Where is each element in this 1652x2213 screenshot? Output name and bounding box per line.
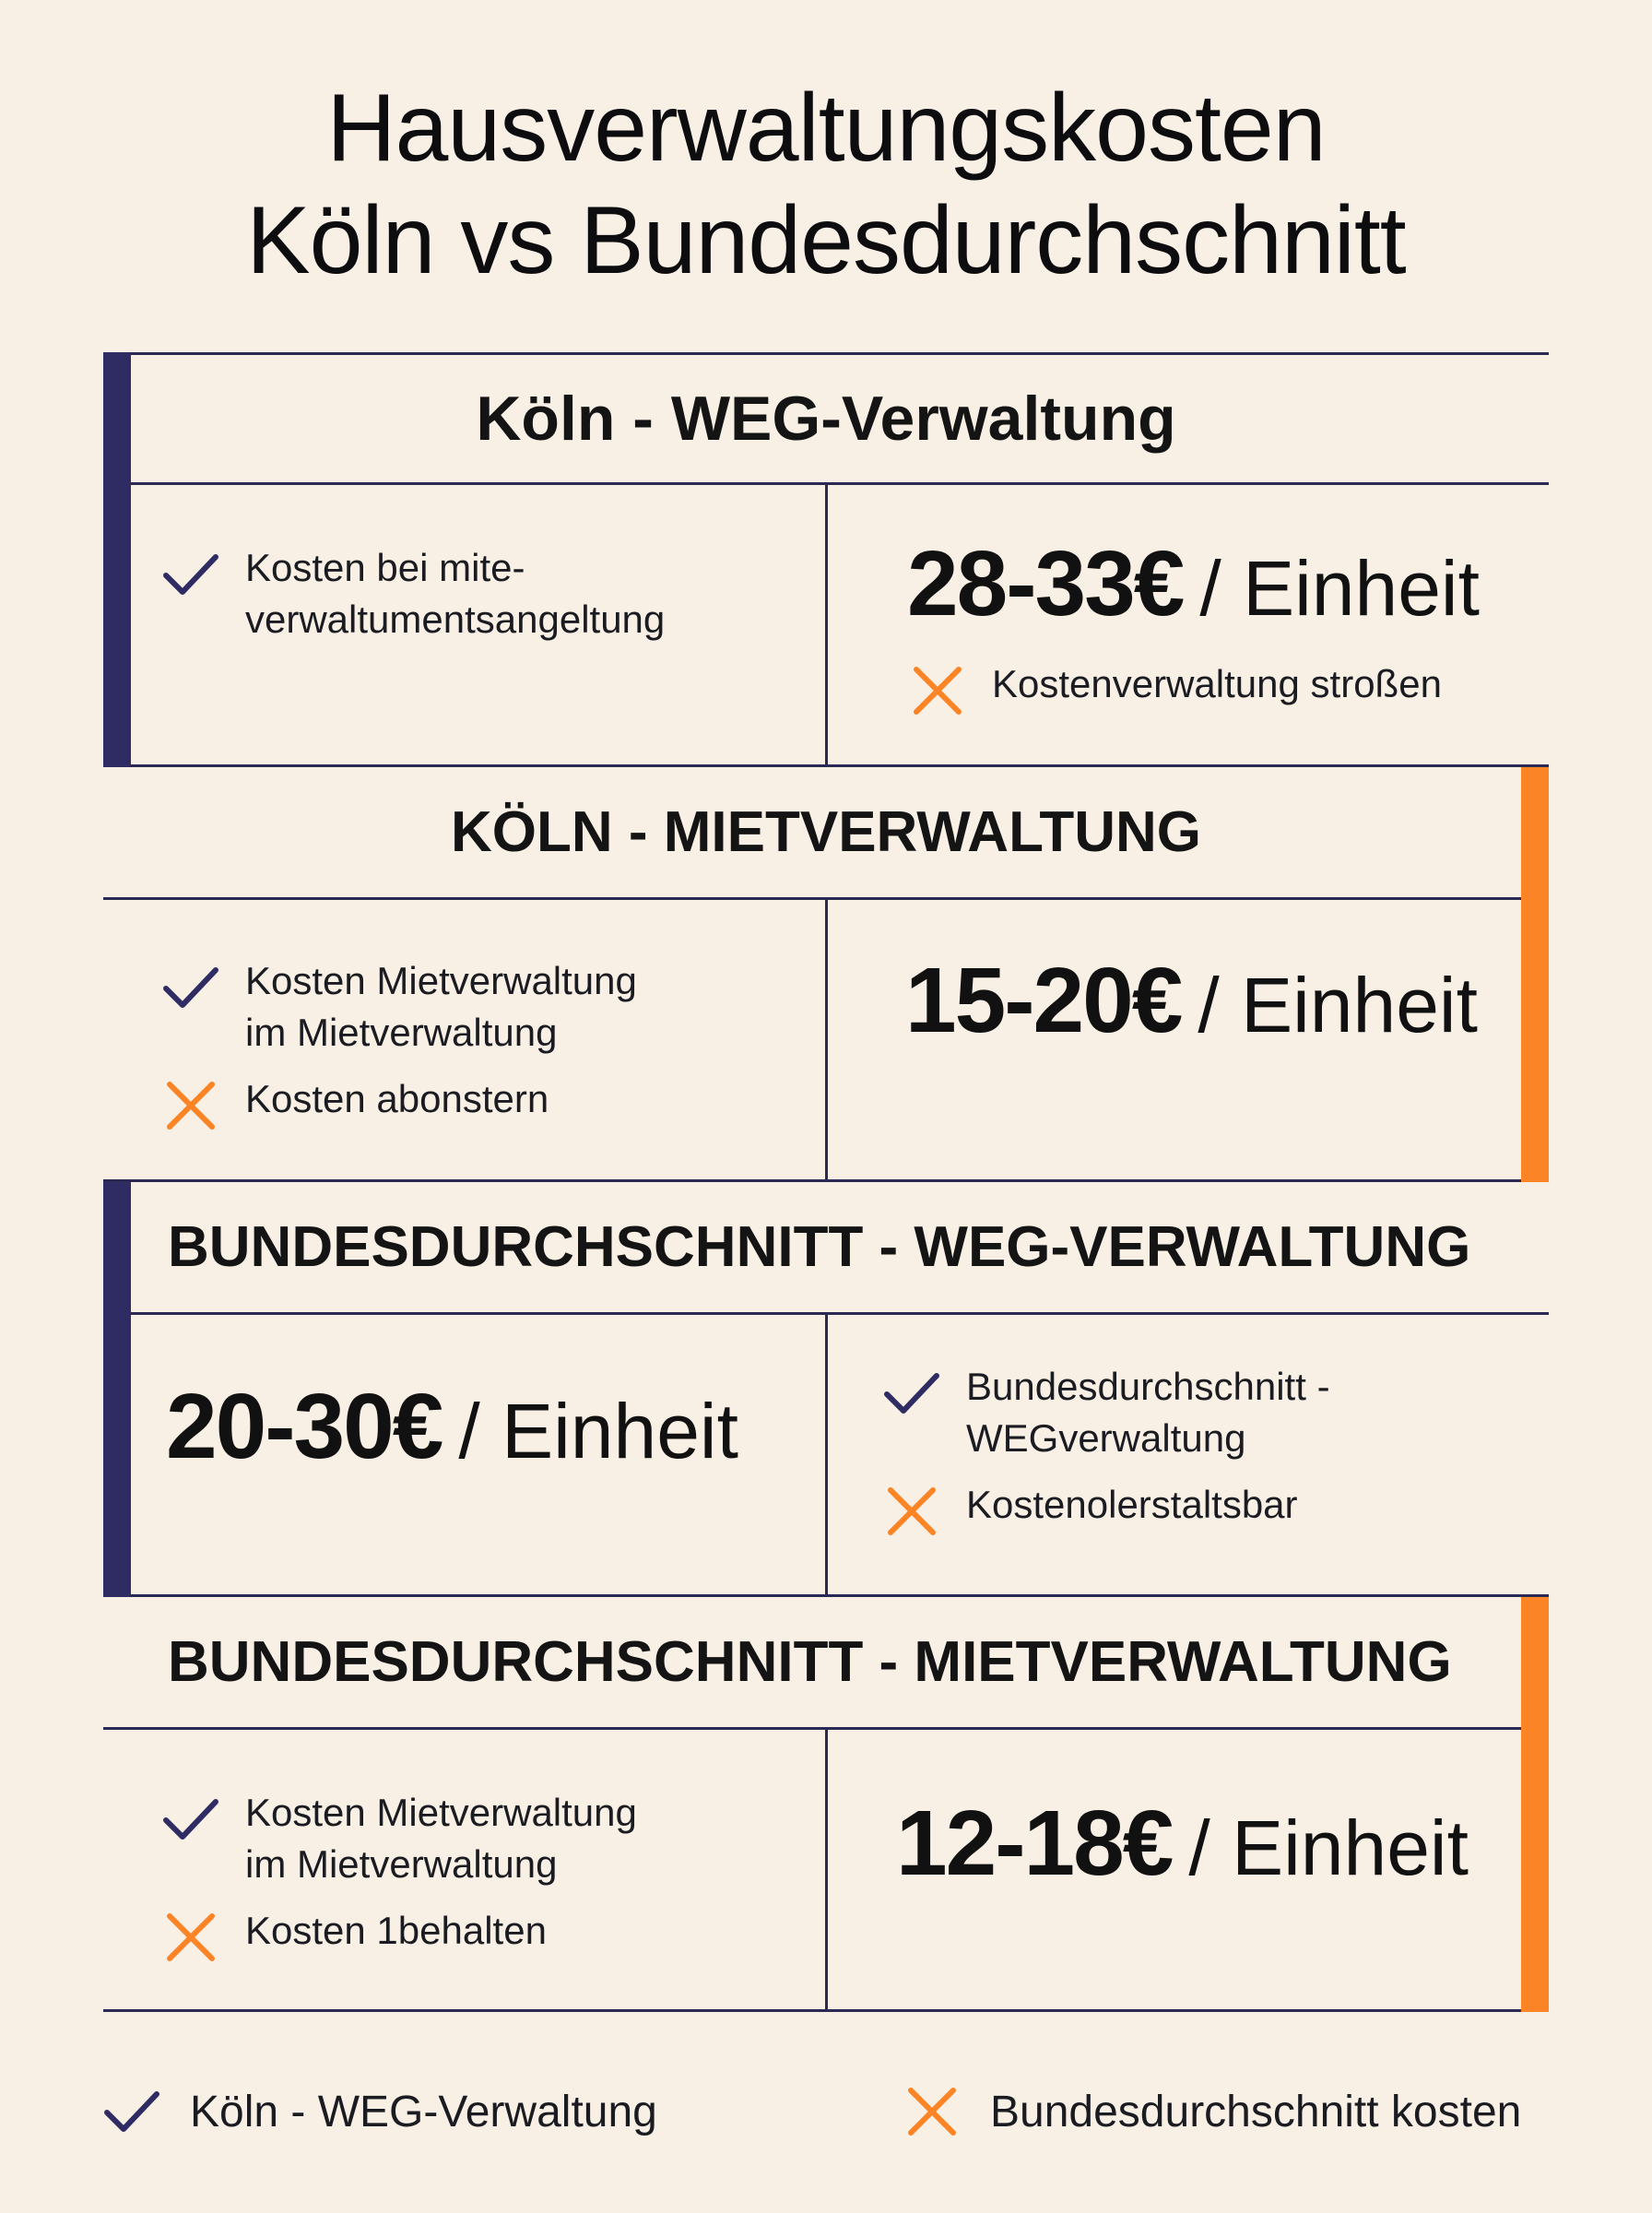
title-line-2: Köln vs Bundesdurchschnitt bbox=[246, 187, 1406, 294]
navy-accent-bar bbox=[103, 1182, 131, 1597]
cross-item bbox=[879, 1479, 1298, 1544]
check-item bbox=[159, 955, 637, 1059]
price-value: 12-18€ bbox=[896, 1792, 1173, 1895]
price-unit: / Einheit bbox=[1199, 545, 1480, 632]
cross-icon bbox=[905, 658, 970, 723]
section-body bbox=[103, 1730, 1549, 2012]
section-heading bbox=[103, 767, 1549, 900]
check-item bbox=[159, 1787, 637, 1890]
section-title: BUNDESDURCHSCHNITT - WEG-VERWALTUNG bbox=[168, 1215, 1471, 1279]
check-text: Kosten bei mite- verwaltumentsangeltung bbox=[245, 546, 666, 641]
check-text: Kosten Mietverwaltung im Mietverwaltung bbox=[245, 1791, 637, 1886]
page-title bbox=[0, 72, 1652, 297]
price-range bbox=[907, 531, 1480, 637]
check-icon bbox=[879, 1361, 944, 1426]
section-title: Köln - WEG-Verwaltung bbox=[476, 384, 1176, 454]
price-range bbox=[905, 948, 1478, 1054]
legend-cross bbox=[900, 2079, 1521, 2144]
section-body bbox=[103, 1315, 1549, 1597]
cross-icon bbox=[879, 1479, 944, 1544]
navy-accent-bar bbox=[103, 352, 131, 767]
cross-icon bbox=[900, 2079, 964, 2144]
check-icon bbox=[159, 1787, 223, 1852]
legend-check-label: Köln - WEG-Verwaltung bbox=[190, 2087, 657, 2136]
check-text: Kosten Mietverwaltung im Mietverwaltung bbox=[245, 959, 637, 1054]
legend-cross-label: Bundesdurchschnitt kosten bbox=[990, 2087, 1522, 2136]
cross-item bbox=[905, 658, 1442, 723]
title-line-1: Hausverwaltungskosten bbox=[326, 75, 1326, 182]
cross-text: Kosten 1behalten bbox=[245, 1909, 547, 1952]
column-divider bbox=[825, 485, 828, 764]
check-item bbox=[159, 542, 665, 645]
cross-item bbox=[159, 1073, 549, 1138]
cross-text: Kosten abonstern bbox=[245, 1077, 549, 1120]
section-body bbox=[103, 900, 1549, 1182]
legend-check bbox=[100, 2079, 657, 2144]
section-title: KÖLN - MIETVERWALTUNG bbox=[451, 800, 1201, 864]
cross-icon bbox=[159, 1073, 223, 1138]
column-divider bbox=[825, 1730, 828, 2009]
price-unit: / Einheit bbox=[1188, 1805, 1469, 1891]
cross-text: Kostenverwaltung stroßen bbox=[992, 662, 1442, 705]
price-unit: / Einheit bbox=[458, 1388, 738, 1474]
column-divider bbox=[825, 900, 828, 1179]
section-heading bbox=[103, 352, 1549, 485]
section-body bbox=[103, 485, 1549, 767]
cross-icon bbox=[159, 1905, 223, 1970]
price-value: 15-20€ bbox=[905, 949, 1182, 1052]
check-text: Bundesdurchschnitt - WEGverwaltung bbox=[966, 1365, 1330, 1460]
section-title: BUNDESDURCHSCHNITT - MIETVERWALTUNG bbox=[168, 1630, 1452, 1694]
check-icon bbox=[159, 542, 223, 607]
check-icon bbox=[159, 955, 223, 1020]
cross-text: Kostenolerstaltsbar bbox=[966, 1483, 1298, 1526]
price-unit: / Einheit bbox=[1198, 962, 1478, 1048]
orange-accent-bar bbox=[1521, 1597, 1549, 2012]
price-value: 20-30€ bbox=[166, 1375, 442, 1478]
section-heading bbox=[103, 1182, 1549, 1315]
section-heading bbox=[103, 1597, 1549, 1730]
check-item bbox=[879, 1361, 1330, 1464]
price-range bbox=[896, 1791, 1469, 1897]
cross-item bbox=[159, 1905, 547, 1970]
price-value: 28-33€ bbox=[907, 532, 1184, 635]
check-icon bbox=[100, 2079, 164, 2144]
column-divider bbox=[825, 1315, 828, 1594]
price-range bbox=[166, 1374, 738, 1480]
orange-accent-bar bbox=[1521, 767, 1549, 1182]
